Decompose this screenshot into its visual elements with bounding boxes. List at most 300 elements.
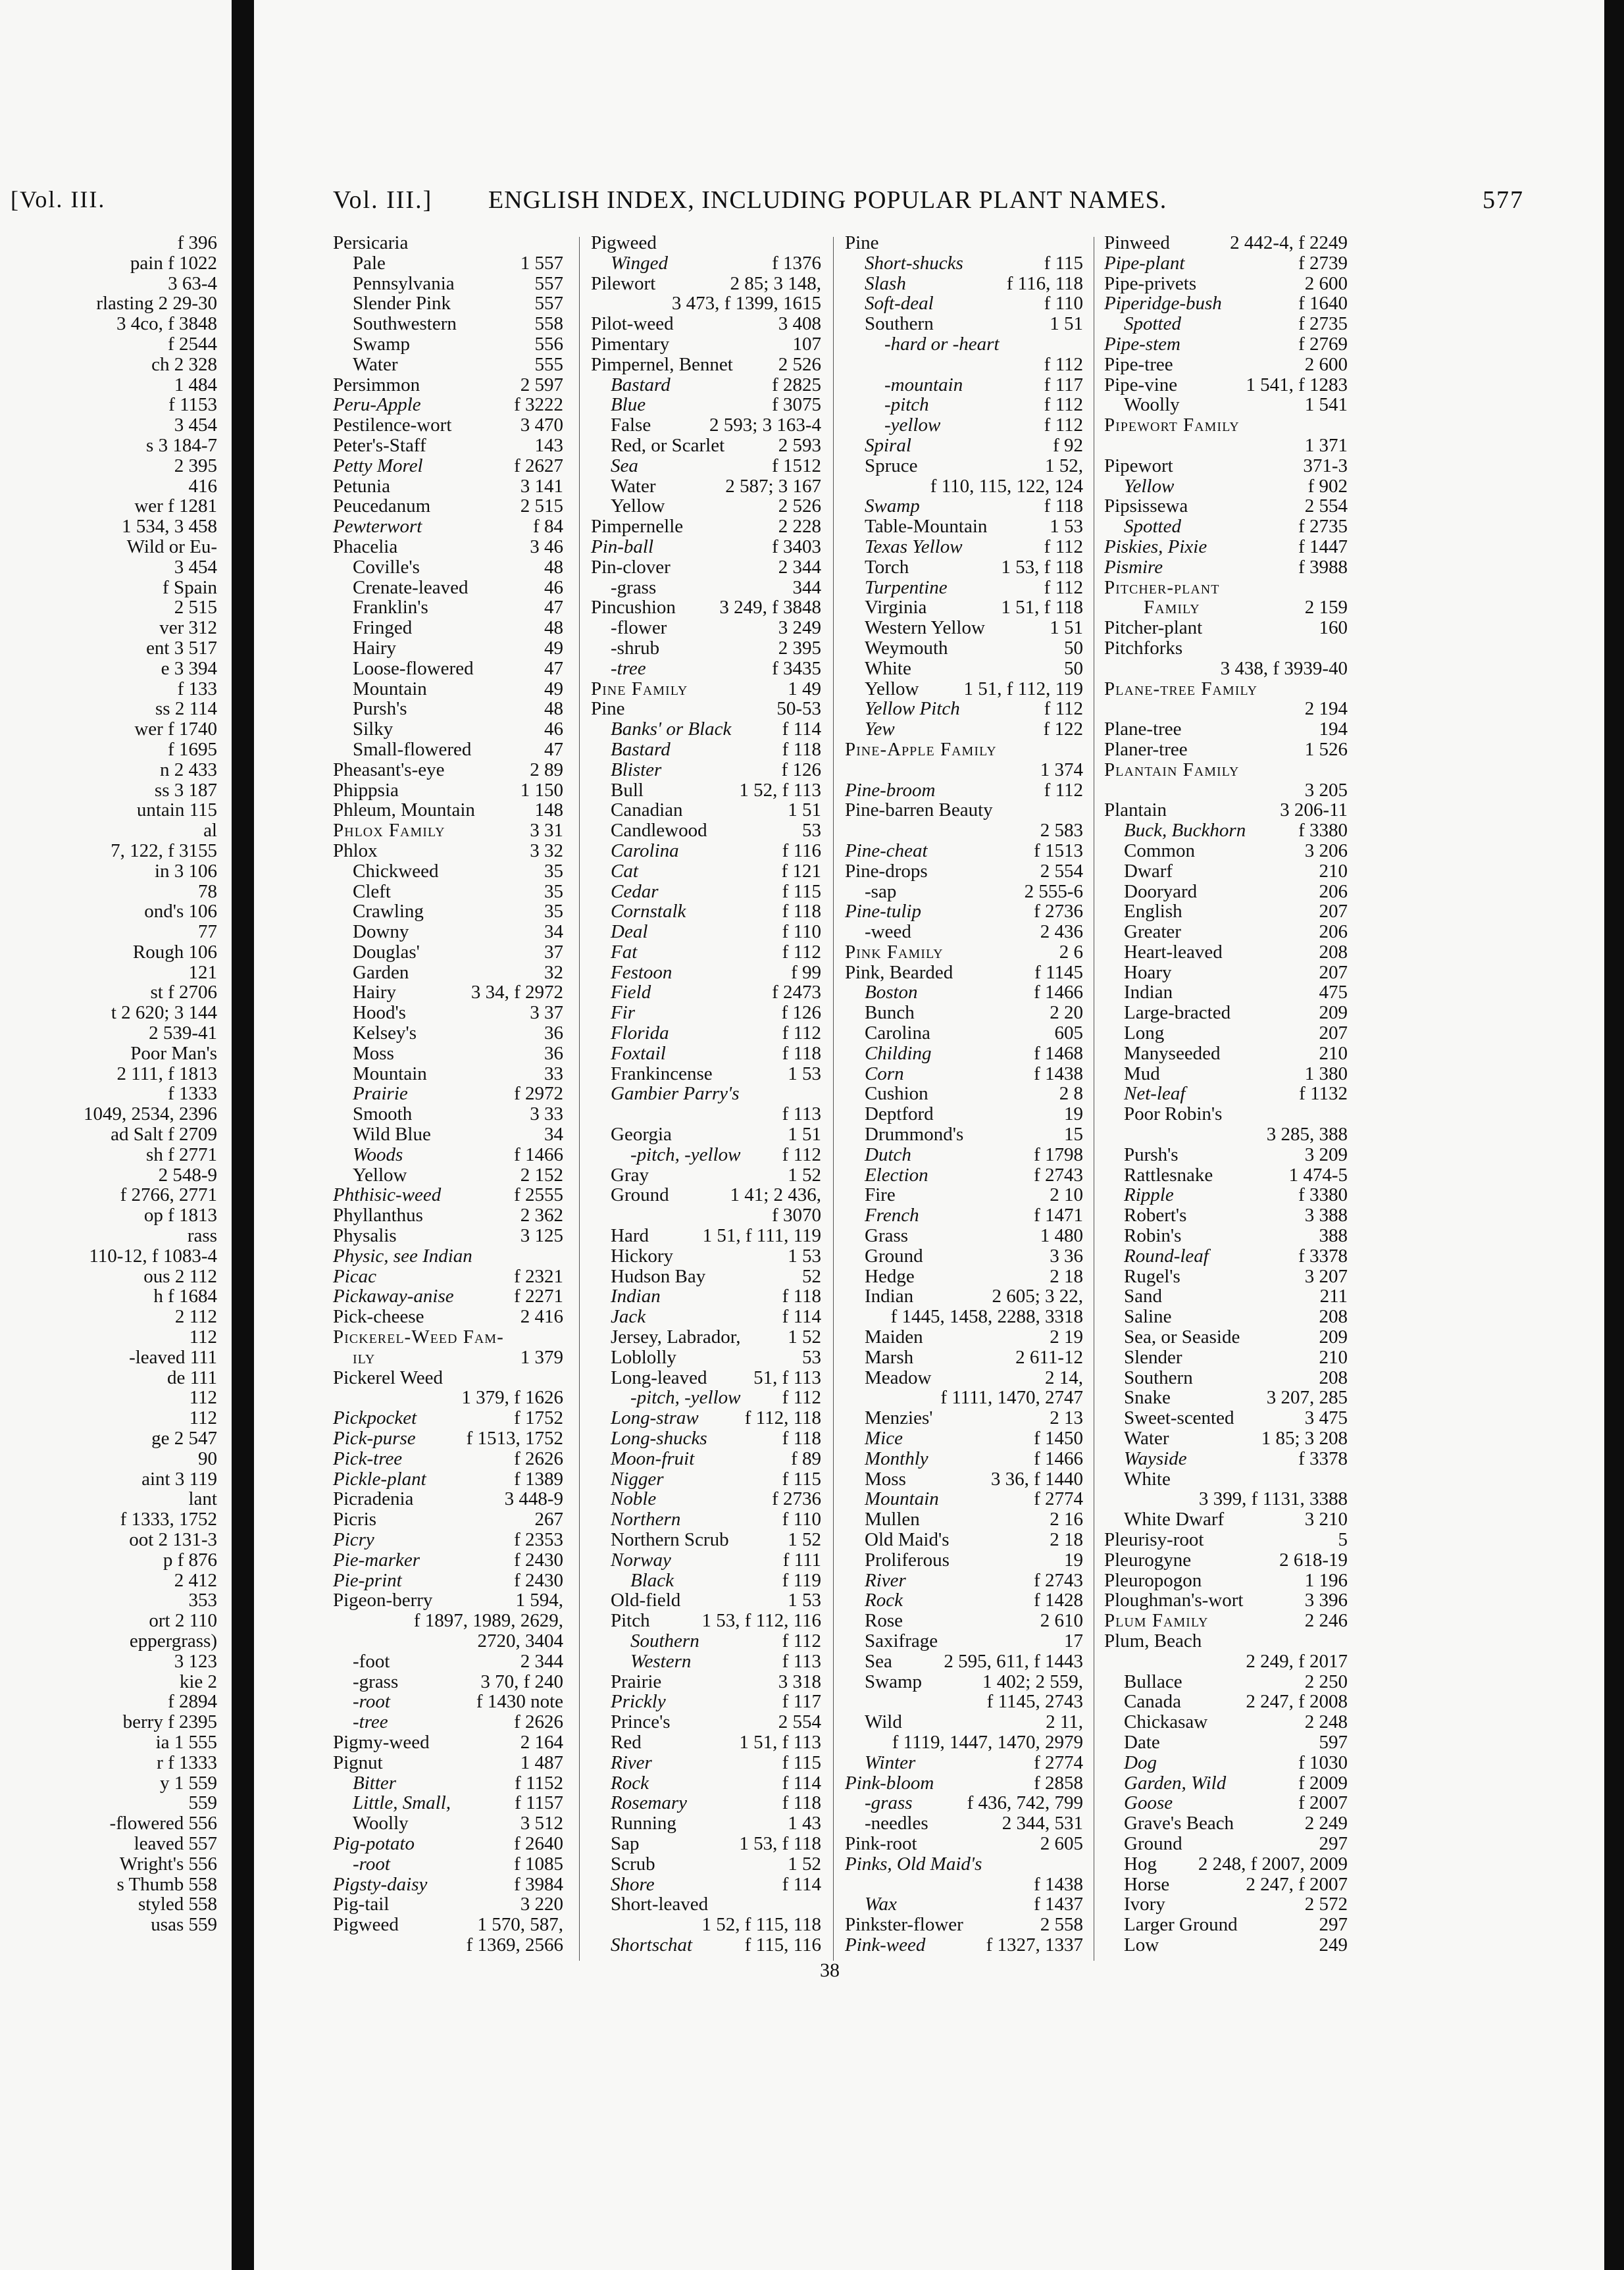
entry-reference: f 2858	[1034, 1772, 1083, 1794]
entry-reference: 3 34, f 2972	[470, 982, 563, 1003]
index-entry	[333, 334, 563, 355]
entry-reference: 107	[792, 333, 821, 355]
entry-reference: f 89	[791, 1448, 821, 1469]
entry-term: Pimpernel, Bennet	[591, 353, 733, 375]
index-entry	[333, 841, 563, 861]
index-entry	[1104, 1307, 1348, 1327]
index-entry	[845, 1590, 1083, 1611]
entry-term: Drummond's	[865, 1124, 964, 1146]
entry-term: Black	[630, 1569, 674, 1591]
entry-reference: 206	[1319, 921, 1348, 943]
index-entry	[1104, 1348, 1348, 1368]
index-entry	[591, 780, 821, 801]
entry-term: Pigmy-weed	[333, 1731, 430, 1753]
entry-reference: f 2271	[514, 1286, 563, 1307]
entry-term: Phyllanthus	[333, 1205, 423, 1226]
entry-reference: 3 470	[520, 415, 563, 436]
index-entry	[845, 1449, 1083, 1469]
index-entry	[333, 901, 563, 922]
left-fragment-line: 3 123	[174, 1650, 217, 1672]
entry-reference: 2 344, 531	[1002, 1813, 1083, 1834]
entry-term: Sea	[611, 455, 638, 476]
entry-term: Virginia	[865, 597, 927, 618]
entry-term: Ground	[1124, 1832, 1182, 1854]
entry-reference: f 1030	[1298, 1752, 1348, 1773]
entry-reference: 1 52	[788, 1164, 821, 1186]
entry-term: Snake	[1124, 1387, 1171, 1409]
entry-term: Pitcher-plant	[1104, 617, 1203, 639]
index-entry	[1104, 1894, 1348, 1915]
volume-label: Vol. III.]	[333, 186, 433, 214]
entry-term: Red	[611, 1731, 642, 1753]
index-entry	[1104, 1408, 1348, 1428]
entry-reference: 2 600	[1304, 353, 1348, 375]
index-entry	[1104, 618, 1348, 638]
entry-reference: f 112	[1044, 779, 1083, 801]
entry-term: Carolina	[611, 840, 679, 861]
entry-reference: 2 8	[1059, 1083, 1083, 1105]
entry-reference: 206	[1319, 880, 1348, 902]
index-entry	[1104, 800, 1348, 820]
entry-reference: 297	[1319, 1914, 1348, 1936]
entry-term: Coville's	[353, 556, 420, 578]
entry-reference: f 2769	[1298, 333, 1348, 355]
left-fragment-line: -leaved 111	[129, 1346, 217, 1368]
entry-term: Pink-weed	[845, 1934, 926, 1955]
entry-term: Georgia	[611, 1124, 672, 1146]
entry-reference: 388	[1319, 1225, 1348, 1247]
index-entry	[333, 1469, 563, 1490]
entry-reference: f 115	[782, 1752, 821, 1773]
entry-term: Heart-leaved	[1124, 941, 1223, 963]
left-fragment-line: e 3 394	[161, 657, 217, 679]
entry-term: Dooryard	[1124, 880, 1198, 902]
entry-term: Sea	[865, 1650, 892, 1672]
left-fragment-line: 112	[189, 1326, 217, 1348]
index-entry	[333, 314, 563, 334]
index-entry	[1104, 395, 1348, 415]
entry-term: Yellow Pitch	[865, 698, 960, 720]
entry-term: Nigger	[611, 1468, 664, 1490]
entry-reference: 3 388	[1304, 1205, 1348, 1226]
index-entry	[591, 820, 821, 841]
entry-reference: f 1798	[1034, 1144, 1083, 1165]
entry-reference: 2 555-6	[1024, 880, 1083, 902]
left-fragment-line: de 111	[167, 1367, 217, 1388]
index-entry	[333, 597, 563, 618]
index-column-4	[1104, 233, 1348, 1955]
entry-reference: 37	[544, 941, 563, 963]
entry-term: Douglas'	[353, 941, 420, 963]
entry-term: Shortschat	[611, 1934, 693, 1955]
entry-reference: 207	[1319, 961, 1348, 983]
entry-reference: f 1466	[1034, 1448, 1083, 1469]
left-fragment-line: 77	[198, 921, 217, 943]
entry-reference: 1 41; 2 436,	[730, 1184, 821, 1206]
entry-reference: f 3988	[1298, 556, 1348, 578]
entry-term: Water	[1124, 1428, 1169, 1450]
column-rule	[579, 237, 580, 1961]
entry-term: Hard	[611, 1225, 649, 1247]
entry-term: Prairie	[611, 1671, 662, 1692]
entry-reference: f 112	[1044, 536, 1083, 557]
left-fragment-line: 1049, 2534, 2396	[84, 1103, 217, 1125]
left-fragment-line: rass	[187, 1225, 217, 1247]
entry-term: Wild	[865, 1711, 902, 1733]
entry-term: -needles	[865, 1813, 928, 1834]
entry-term: Gambier Parry's	[611, 1083, 740, 1105]
entry-reference: f 115	[1044, 252, 1083, 274]
entry-reference: f 2626	[514, 1711, 563, 1733]
index-entry	[591, 1469, 821, 1490]
index-entry	[591, 861, 821, 882]
entry-term: Robert's	[1124, 1205, 1187, 1226]
index-entry	[845, 820, 1083, 841]
entry-reference: f 112	[1044, 415, 1083, 436]
entry-reference: 3 46	[530, 536, 563, 557]
index-entry	[591, 1611, 821, 1631]
entry-term: Table-Mountain	[865, 516, 988, 538]
entry-reference: 2 526	[778, 495, 821, 517]
entry-reference: 1 557	[520, 252, 563, 274]
entry-term: -grass	[353, 1671, 399, 1692]
entry-reference: 36	[544, 1042, 563, 1064]
index-entry	[333, 740, 563, 760]
entry-term: Festoon	[611, 961, 672, 983]
index-entry	[333, 1165, 563, 1186]
index-entry	[591, 1692, 821, 1712]
entry-term: White	[1124, 1468, 1171, 1490]
entry-reference: 1 570, 587,	[477, 1914, 563, 1936]
entry-term: Southern	[865, 313, 934, 335]
index-entry	[591, 1813, 821, 1834]
entry-reference: f 3984	[514, 1873, 563, 1895]
page-number: 577	[1483, 186, 1524, 214]
entry-reference: 52	[802, 1265, 821, 1287]
entry-term: Spiral	[865, 434, 911, 456]
entry-term: Pipsissewa	[1104, 495, 1188, 517]
entry-reference: 1 53	[788, 1063, 821, 1084]
entry-term: Pigweed	[591, 232, 657, 253]
entry-reference: f 1512	[772, 455, 821, 476]
entry-term: -pitch, -yellow	[630, 1144, 741, 1165]
entry-term: English	[1124, 901, 1182, 922]
entry-reference: 35	[544, 860, 563, 882]
index-entry	[1104, 253, 1348, 274]
entry-reference: 207	[1319, 901, 1348, 922]
left-fragment-line: 110-12, f 1083-4	[89, 1245, 217, 1267]
index-entry	[1104, 1854, 1348, 1875]
entry-term: Jersey, Labrador,	[611, 1326, 741, 1348]
entry-reference: 53	[802, 820, 821, 842]
index-entry	[333, 253, 563, 274]
index-entry	[845, 1145, 1083, 1165]
left-fragment-line: f 1333	[168, 1083, 217, 1105]
entry-reference: 3 206-11	[1280, 799, 1348, 821]
index-entry	[845, 1692, 1083, 1712]
entry-reference: 555	[534, 353, 563, 375]
left-fragment-line: aint 3 119	[141, 1468, 217, 1490]
entry-reference: f 122	[1043, 719, 1083, 740]
entry-term: Woolly	[353, 1813, 409, 1834]
entry-term: Piperidge-bush	[1104, 293, 1222, 315]
entry-reference: 558	[534, 313, 563, 335]
index-entry	[845, 233, 1083, 253]
entry-reference: f 1111, 1470, 2747	[940, 1387, 1083, 1409]
entry-term: Yellow	[1124, 475, 1175, 497]
index-entry	[333, 375, 563, 395]
entry-term: Blue	[611, 394, 646, 416]
entry-reference: 143	[534, 434, 563, 456]
entry-term: Yellow	[865, 678, 919, 699]
entry-reference: 2 89	[530, 759, 563, 780]
index-entry	[333, 1388, 563, 1408]
entry-reference: f 1447	[1298, 536, 1348, 557]
entry-term: Yellow	[611, 495, 665, 517]
book-gutter	[232, 0, 254, 2270]
index-entry	[845, 1712, 1083, 1732]
entry-reference: f 1327, 1337	[986, 1934, 1083, 1955]
entry-reference: f 110	[782, 921, 821, 943]
left-fragment-line: f 1333, 1752	[120, 1509, 217, 1530]
entry-term: Manyseeded	[1124, 1042, 1221, 1064]
entry-reference: f 112, 118	[744, 1407, 821, 1429]
entry-term: -mountain	[884, 374, 963, 395]
entry-term: Pig-tail	[333, 1894, 390, 1915]
entry-reference: 46	[544, 719, 563, 740]
entry-term: Western Yellow	[865, 617, 985, 639]
entry-reference: 2 395	[778, 637, 821, 659]
entry-reference: f 2627	[514, 455, 563, 476]
entry-term: Robin's	[1124, 1225, 1182, 1247]
entry-term: Yew	[865, 719, 895, 740]
entry-reference: 48	[544, 617, 563, 639]
index-entry	[1104, 1813, 1348, 1834]
left-fragment-line: Rough 106	[132, 941, 217, 963]
index-entry	[845, 1773, 1083, 1794]
entry-term: Cat	[611, 860, 638, 882]
entry-term: Plum, Beach	[1104, 1630, 1202, 1652]
entry-term: Rugel's	[1124, 1265, 1180, 1287]
entry-reference: 2 526	[778, 353, 821, 375]
entry-reference: 2 152	[520, 1164, 563, 1186]
entry-term: Swamp	[865, 495, 920, 517]
entry-term: Short-leaved	[611, 1894, 709, 1915]
entry-reference: 3 141	[520, 475, 563, 497]
index-entry	[333, 1023, 563, 1044]
index-entry	[1104, 517, 1348, 537]
entry-term: Petty Morel	[333, 455, 423, 476]
index-entry	[333, 1044, 563, 1064]
index-entry	[333, 1307, 563, 1327]
entry-term: Hickory	[611, 1245, 674, 1267]
index-entry	[845, 1246, 1083, 1267]
entry-term: Rosemary	[611, 1792, 687, 1814]
entry-reference: f 111	[782, 1549, 821, 1571]
entry-reference: 371-3	[1303, 455, 1348, 476]
entry-term: Southwestern	[353, 313, 457, 335]
entry-term: Round-leaf	[1124, 1245, 1209, 1267]
entry-reference: 1 196	[1304, 1569, 1348, 1591]
entry-term: Planer-tree	[1104, 738, 1188, 760]
index-entry	[1104, 699, 1348, 719]
index-entry	[845, 882, 1083, 902]
entry-term: Pine-Apple Family	[845, 738, 997, 760]
index-entry	[1104, 1692, 1348, 1712]
entry-reference: f 2736	[1034, 901, 1083, 922]
entry-reference: 597	[1319, 1731, 1348, 1753]
entry-term: Carolina	[865, 1022, 930, 1044]
index-entry	[1104, 1226, 1348, 1246]
entry-term: Pick-purse	[333, 1428, 416, 1450]
left-fragment-line: ss 3 187	[154, 779, 217, 801]
column-rule	[833, 237, 834, 1961]
entry-term: -sap	[865, 880, 897, 902]
index-entry	[591, 1590, 821, 1611]
entry-reference: 3 205	[1304, 779, 1348, 801]
entry-term: Goose	[1124, 1792, 1173, 1814]
entry-term: Crenate-leaved	[353, 576, 469, 598]
entry-term: -flower	[611, 617, 667, 639]
entry-term: Phleum, Mountain	[333, 799, 475, 821]
index-entry	[1104, 982, 1348, 1003]
entry-term: Cornstalk	[611, 901, 686, 922]
entry-reference: 2 515	[520, 495, 563, 517]
index-entry	[1104, 942, 1348, 963]
index-entry	[845, 638, 1083, 659]
entry-reference: f 2473	[772, 982, 821, 1003]
left-fragment-line: f 396	[177, 232, 217, 253]
index-entry	[1104, 1753, 1348, 1773]
entry-reference: f 110	[1044, 293, 1083, 315]
index-entry	[333, 1813, 563, 1834]
index-entry	[333, 578, 563, 598]
entry-reference: 34	[544, 921, 563, 943]
entry-term: Water	[353, 353, 398, 375]
entry-reference: f 126	[781, 759, 821, 780]
entry-term: Mountain	[353, 1063, 427, 1084]
entry-term: Soft-deal	[865, 293, 934, 315]
entry-term: Swamp	[353, 333, 410, 355]
index-entry	[1104, 1550, 1348, 1571]
entry-term: Blister	[611, 759, 662, 780]
entry-term: Downy	[353, 921, 409, 943]
entry-term: Menzies'	[865, 1407, 933, 1429]
index-entry	[333, 1368, 563, 1388]
entry-reference: 3 33	[530, 1103, 563, 1125]
entry-reference: 1 474-5	[1288, 1164, 1348, 1186]
index-entry	[1104, 1590, 1348, 1611]
entry-term: Maiden	[865, 1326, 923, 1348]
entry-reference: 2 605	[1040, 1832, 1083, 1854]
index-entry	[845, 1935, 1083, 1955]
index-entry	[591, 1894, 821, 1915]
entry-reference: 1 53	[788, 1590, 821, 1611]
entry-term: Long-shucks	[611, 1428, 707, 1450]
entry-reference: f 436, 742, 799	[967, 1792, 1083, 1814]
index-entry	[333, 1590, 563, 1611]
entry-reference: 1 51, f 113	[739, 1731, 821, 1753]
entry-term: Boston	[865, 982, 918, 1003]
entry-reference: f 112	[1044, 394, 1083, 416]
entry-term: Common	[1124, 840, 1195, 861]
left-fragment-line: p f 876	[163, 1549, 217, 1571]
index-entry	[845, 1307, 1083, 1327]
entry-term: Plantain	[1104, 799, 1167, 821]
entry-term: Long	[1124, 1022, 1165, 1044]
entry-term: Bitter	[353, 1772, 397, 1794]
entry-term: Loose-flowered	[353, 657, 474, 679]
entry-term: Physic, see Indian	[333, 1245, 472, 1267]
entry-term: Hudson Bay	[611, 1265, 706, 1287]
entry-reference: f 1438	[1034, 1873, 1083, 1895]
left-fragment-line: t 2 620; 3 144	[111, 1002, 217, 1024]
index-column-1	[333, 233, 563, 1955]
left-fragment-line: 416	[188, 475, 217, 497]
index-entry	[845, 1124, 1083, 1145]
index-entry	[1104, 679, 1348, 699]
entry-term: Pickaway-anise	[333, 1286, 454, 1307]
entry-reference: 2 587; 3 167	[725, 475, 821, 497]
index-entry	[333, 982, 563, 1003]
index-entry	[333, 1834, 563, 1854]
entry-reference: 1 51	[1050, 617, 1083, 639]
entry-term: Cushion	[865, 1083, 928, 1105]
index-entry	[333, 942, 563, 963]
entry-term: Sea, or Seaside	[1124, 1326, 1240, 1348]
index-entry	[333, 1915, 563, 1935]
entry-reference: 2 246	[1304, 1610, 1348, 1632]
index-entry	[333, 1732, 563, 1753]
entry-term: Torch	[865, 556, 909, 578]
index-entry	[333, 274, 563, 294]
left-fragment-line: h f 1684	[153, 1286, 217, 1307]
entry-term: Mountain	[865, 1488, 939, 1510]
left-page-header: [Vol. III.	[11, 186, 106, 213]
entry-term: Dog	[1124, 1752, 1157, 1773]
entry-reference: 2 194	[1304, 698, 1348, 720]
entry-reference: f 3222	[514, 394, 563, 416]
entry-reference: f 117	[782, 1691, 821, 1713]
entry-term: Hoary	[1124, 961, 1172, 983]
entry-term: Corn	[865, 1063, 904, 1084]
entry-term: Plane-tree Family	[1104, 678, 1258, 699]
entry-reference: f 114	[782, 719, 821, 740]
entry-reference: 1 85; 3 208	[1261, 1428, 1348, 1450]
entry-reference: 2 248	[1304, 1711, 1348, 1733]
entry-term: Franklin's	[353, 597, 428, 618]
index-entry	[591, 1145, 821, 1165]
index-entry	[845, 334, 1083, 355]
index-column-2	[591, 233, 821, 1955]
entry-term: Bastard	[611, 738, 671, 760]
index-entry	[591, 1044, 821, 1064]
index-entry	[333, 820, 563, 841]
entry-reference: 3 37	[530, 1002, 563, 1024]
index-entry	[591, 1267, 821, 1287]
entry-term: Crawling	[353, 901, 424, 922]
entry-term: Yellow	[353, 1164, 407, 1186]
entry-reference: 3 473, f 1399, 1615	[671, 293, 821, 315]
entry-reference: 1 51	[788, 1124, 821, 1146]
index-entry	[333, 1084, 563, 1104]
index-entry	[1104, 659, 1348, 679]
index-entry	[591, 1915, 821, 1935]
entry-term: Peru-Apple	[333, 394, 421, 416]
left-fragment-line: Wright's 556	[119, 1853, 217, 1875]
entry-reference: 34	[544, 1124, 563, 1146]
index-entry	[333, 415, 563, 436]
